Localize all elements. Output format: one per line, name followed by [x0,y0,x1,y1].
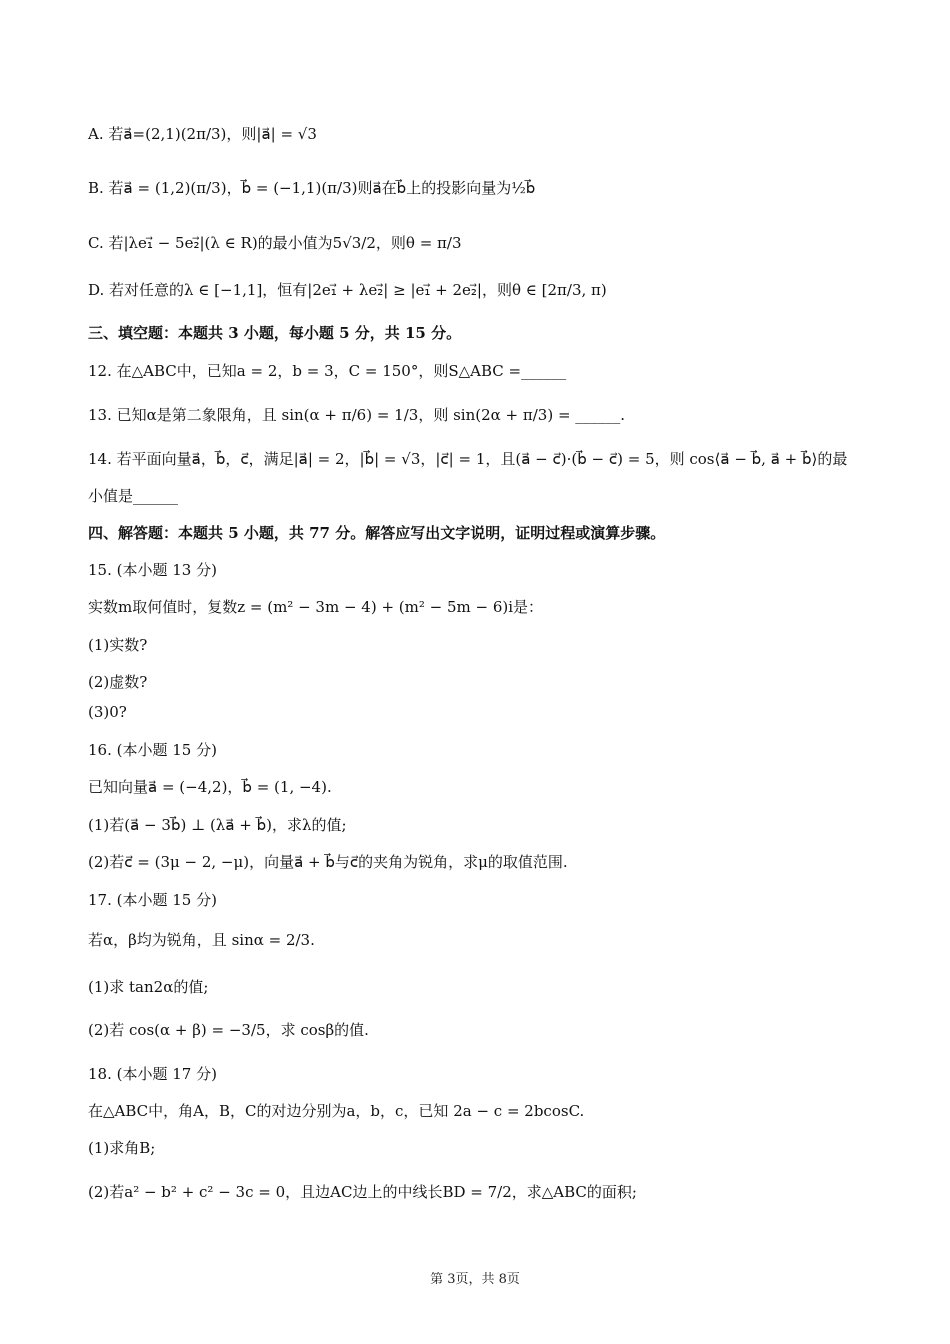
section4-heading: 四、解答题：本题共 5 小题，共 77 分。解答应写出文字说明，证明过程或演算步骤。 [88,524,666,542]
question-14-line2: 小值是______ [88,487,179,505]
q16-title: 16. (本小题 15 分) [88,741,217,759]
q16-part2: (2)若c⃗ = (3μ − 2, −μ)，向量a⃗ + b⃗与c⃗的夹角为锐角，求μ的取值范围. [88,853,568,871]
q15-part3: (3)0? [88,703,127,721]
question-12: 12. 在△ABC中，已知a = 2，b = 3，C = 150°，则S△ABC =______ [88,362,567,380]
q18-part2: (2)若a² − b² + c² − 3c = 0，且边AC边上的中线长BD = 7/2，求△ABC的面积; [88,1183,637,1201]
section3-heading: 三、填空题：本题共 3 小题，每小题 5 分，共 15 分。 [88,324,462,342]
q18-title: 18. (本小题 17 分) [88,1065,217,1083]
option-d: D. 若对任意的λ ∈ [−1,1]，恒有|2e₁⃗ + λe₂⃗| ≥ |e₁⃗ + 2e₂⃗|，则θ ∈ [2π/3, π) [88,281,607,299]
q16-part1: (1)若(a⃗ − 3b⃗) ⊥ (λa⃗ + b⃗)，求λ的值; [88,816,347,834]
q17-part1: (1)求 tan2α的值; [88,978,209,996]
q17-stem: 若α，β均为锐角，且 sinα = 2/3. [88,931,315,949]
option-b: B. 若a⃗ = (1,2)(π/3)，b⃗ = (−1,1)(π/3)则a⃗在b⃗上的投影向量为½b⃗ [88,179,536,197]
question-14-line1: 14. 若平面向量a⃗，b⃗，c⃗，满足|a⃗| = 2，|b⃗| = √3，|c⃗| = 1，且(a⃗ − c⃗)·(b⃗ − c⃗) = 5，则 cos⟨a⃗ − b⃗, a⃗ + b⃗⟩的最 [88,450,848,468]
q17-title: 17. (本小题 15 分) [88,891,217,909]
q17-part2: (2)若 cos(α + β) = −3/5，求 cosβ的值. [88,1021,369,1039]
q16-stem: 已知向量a⃗ = (−4,2)，b⃗ = (1, −4). [88,778,332,796]
q15-part1: (1)实数? [88,636,148,654]
q15-stem: 实数m取何值时，复数z = (m² − 3m − 4) + (m² − 5m − 6)i是： [88,598,544,616]
q15-part2: (2)虚数? [88,673,148,691]
q18-stem: 在△ABC中，角A，B，C的对边分别为a，b，c，已知 2a − c = 2bcosC. [88,1102,585,1120]
question-13: 13. 已知α是第二象限角，且 sin(α + π/6) = 1/3，则 sin(2α + π/3) = ______. [88,406,626,424]
q18-part1: (1)求角B; [88,1139,156,1157]
page-footer: 第 3页，共 8页 [430,1272,520,1287]
option-a: A. 若a⃗=(2,1)(2π/3)，则|a⃗| = √3 [88,125,317,143]
q15-title: 15. (本小题 13 分) [88,561,217,579]
option-c: C. 若|λe₁⃗ − 5e₂⃗|(λ ∈ R)的最小值为5√3/2，则θ = π/3 [88,234,462,252]
